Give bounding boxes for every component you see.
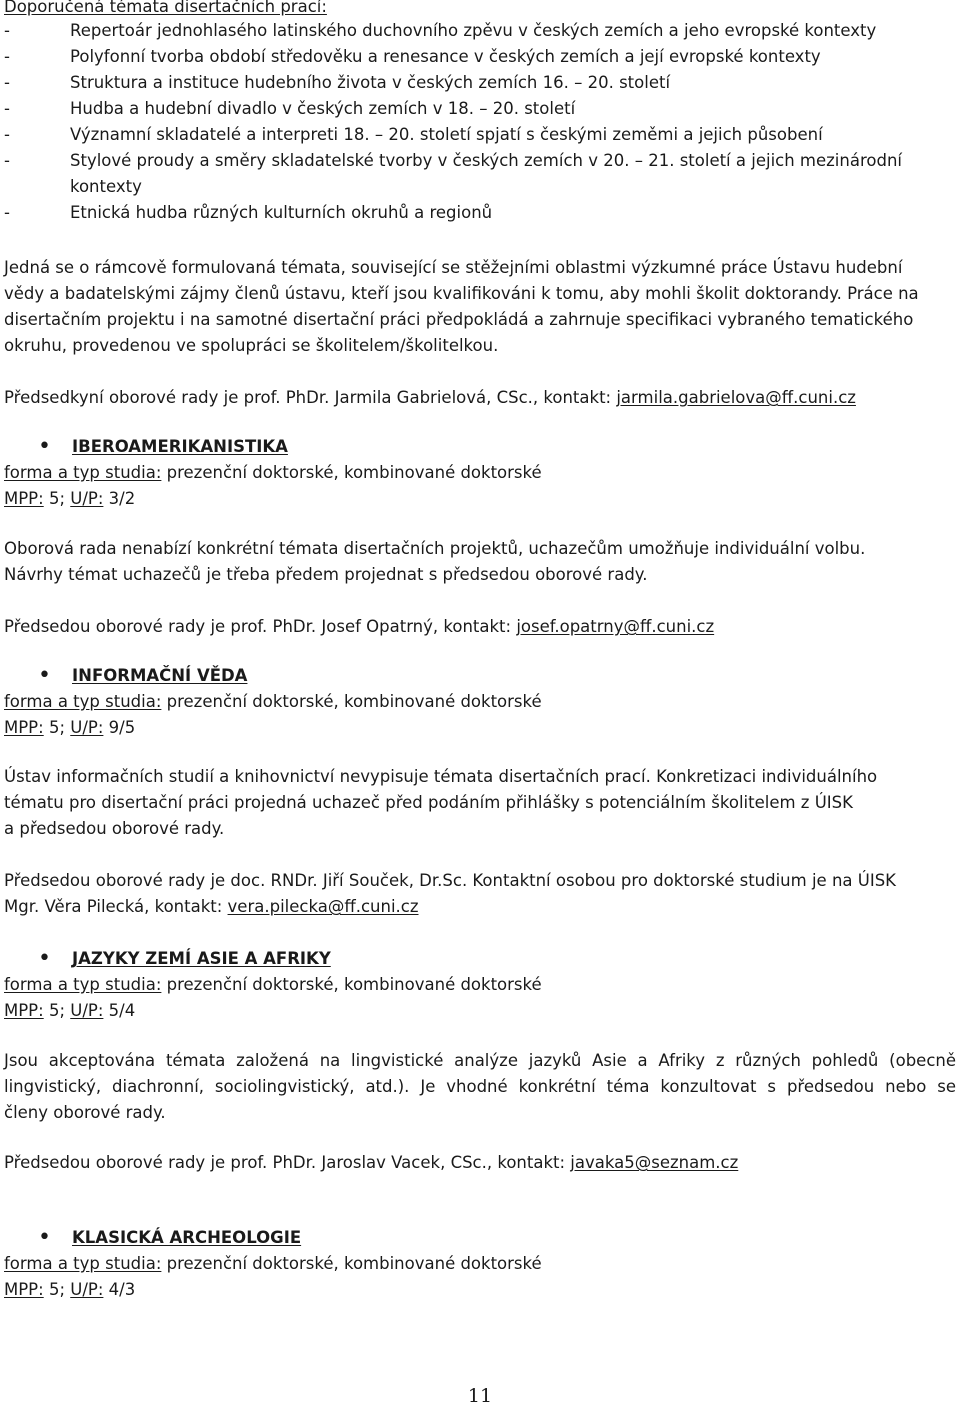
email-link[interactable]: vera.pilecka@ff.cuni.cz <box>227 897 419 916</box>
section-title: IBEROAMERIKANISTIKA <box>72 437 288 456</box>
study-form-value: prezenční doktorské, kombinované doktorské <box>161 1254 542 1273</box>
list-item-text: Repertoár jednohlasého latinského duchovního zpěvu v českých zemích a jeho evropské kontexty <box>70 21 877 40</box>
list-item <box>0 73 960 99</box>
paragraph-line: okruhu, provedenou ve spolupráci se školitelem/školitelkou. <box>4 336 499 355</box>
mpp-value: 5; <box>43 1001 71 1020</box>
mpp-label: MPP: <box>4 489 44 508</box>
contact-text: Mgr. Věra Pilecká, kontakt: <box>4 897 228 916</box>
study-form-value: prezenční doktorské, kombinované doktorské <box>161 463 542 482</box>
paragraph-line: Ústav informačních studií a knihovnictví nevypisuje témata disertačních prací. Konkretizaci individuálního <box>4 767 878 786</box>
dash-marker: - <box>4 73 10 92</box>
mpp-value: 5; <box>43 718 71 737</box>
study-form-line <box>4 972 542 998</box>
study-form-label: forma a typ studia: <box>4 463 162 482</box>
up-value: 5/4 <box>103 1001 136 1020</box>
chair-line <box>4 385 856 411</box>
study-form-label: forma a typ studia: <box>4 1254 162 1273</box>
bullet-icon: • <box>38 663 51 688</box>
list-item-text: Významní skladatelé a interpreti 18. – 20. století spjatí s českými zeměmi a jejich působení <box>70 125 823 144</box>
section-title: JAZYKY ZEMÍ ASIE A AFRIKY <box>72 949 331 968</box>
paragraph-line: Jedná se o rámcově formulovaná témata, související se stěžejními oblastmi výzkumné práce Ústavu hudební <box>4 258 903 277</box>
list-item-text: Struktura a instituce hudebního života v českých zemích 16. – 20. století <box>70 73 671 92</box>
study-form-line <box>4 689 542 715</box>
up-label: U/P: <box>70 1001 104 1020</box>
bullet-icon: • <box>38 946 51 971</box>
paragraph-line: a předsedou oborové rady. <box>4 819 225 838</box>
study-form-label: forma a typ studia: <box>4 692 162 711</box>
paragraph-line: Návrhy témat uchazečů je třeba předem projednat s předsedou oborové rady. <box>4 565 648 584</box>
mpp-line <box>4 715 135 741</box>
list-item-text: Etnická hudba různých kulturních okruhů a regionů <box>70 203 493 222</box>
mpp-label: MPP: <box>4 1280 44 1299</box>
up-value: 9/5 <box>103 718 136 737</box>
dash-marker: - <box>4 47 10 66</box>
paragraph-line: členy oborové rady. <box>4 1103 166 1122</box>
email-link[interactable]: javaka5@seznam.cz <box>570 1153 739 1172</box>
dash-marker: - <box>4 99 10 118</box>
study-form-value: prezenční doktorské, kombinované doktorské <box>161 692 542 711</box>
mpp-label: MPP: <box>4 718 44 737</box>
list-item <box>0 203 960 229</box>
chair-line <box>4 1150 738 1176</box>
list-item <box>0 151 960 177</box>
mpp-value: 5; <box>43 1280 71 1299</box>
list-item <box>0 21 960 47</box>
paragraph-line: Oborová rada nenabízí konkrétní témata disertačních projektů, uchazečům umožňuje individuální volbu. <box>4 539 866 558</box>
topics-heading: Doporučená témata disertačních prací: <box>4 0 327 16</box>
list-item <box>0 47 960 73</box>
up-value: 3/2 <box>103 489 136 508</box>
up-label: U/P: <box>70 1280 104 1299</box>
dash-marker: - <box>4 151 10 170</box>
chair-text: Předsedkyní oborové rady je prof. PhDr. Jarmila Gabrielová, CSc., kontakt: <box>4 388 617 407</box>
paragraph-line: disertačním projektu i na samotné disertační práci předpokládá a zahrnuje specifikaci vybraného tematického <box>4 310 914 329</box>
study-form-label: forma a typ studia: <box>4 975 162 994</box>
email-link[interactable]: jarmila.gabrielova@ff.cuni.cz <box>616 388 856 407</box>
up-value: 4/3 <box>103 1280 136 1299</box>
bullet-icon: • <box>38 434 51 459</box>
chair-text: Předsedou oborové rady je prof. PhDr. Jaroslav Vacek, CSc., kontakt: <box>4 1153 571 1172</box>
list-item-text: Polyfonní tvorba období středověku a renesance v českých zemích a její evropské kontexty <box>70 47 821 66</box>
page-number: 11 <box>467 1385 493 1407</box>
dash-marker: - <box>4 203 10 222</box>
mpp-line <box>4 998 135 1024</box>
list-item <box>0 125 960 151</box>
mpp-line <box>4 486 135 512</box>
mpp-line <box>4 1277 135 1303</box>
contact-line <box>4 894 419 920</box>
up-label: U/P: <box>70 718 104 737</box>
chair-line: Předsedou oborové rady je doc. RNDr. Jiří Souček, Dr.Sc. Kontaktní osobou pro doktorské studium je na ÚISK <box>4 871 896 890</box>
section-title: INFORMAČNÍ VĚDA <box>72 666 248 685</box>
list-item-text: Stylové proudy a směry skladatelské tvorby v českých zemích v 20. – 21. století a jejich mezinárodní <box>70 151 902 170</box>
paragraph-line: vědy a badatelskými zájmy členů ústavu, kteří jsou kvalifikováni k tomu, aby mohli školit doktorandy. Práce na <box>4 284 919 303</box>
paragraph-line: tématu pro disertační práci projedná uchazeč před podáním přihlášky s potenciálním školitelem z ÚISK <box>4 793 853 812</box>
dash-marker: - <box>4 125 10 144</box>
study-form-line <box>4 460 542 486</box>
section-title: KLASICKÁ ARCHEOLOGIE <box>72 1228 302 1247</box>
email-link[interactable]: josef.opatrny@ff.cuni.cz <box>516 617 715 636</box>
dash-marker: - <box>4 21 10 40</box>
study-form-value: prezenční doktorské, kombinované doktorské <box>161 975 542 994</box>
list-item-text: Hudba a hudební divadlo v českých zemích v 18. – 20. století <box>70 99 576 118</box>
mpp-value: 5; <box>43 489 71 508</box>
study-form-line <box>4 1251 542 1277</box>
paragraph-line: Jsou akceptována témata založená na lingvistické analýze jazyků Asie a Afriky z různých pohledů (obecně <box>4 1051 956 1070</box>
bullet-icon: • <box>38 1225 51 1250</box>
list-item-text: kontexty <box>70 177 142 196</box>
chair-line <box>4 614 714 640</box>
up-label: U/P: <box>70 489 104 508</box>
list-item-continuation <box>0 177 960 203</box>
chair-text: Předsedou oborové rady je prof. PhDr. Josef Opatrný, kontakt: <box>4 617 517 636</box>
list-item <box>0 99 960 125</box>
mpp-label: MPP: <box>4 1001 44 1020</box>
paragraph-line: lingvistický, diachronní, sociolingvistický, atd.). Je vhodné konkrétní téma konzultovat s předsedou nebo se <box>4 1077 956 1096</box>
